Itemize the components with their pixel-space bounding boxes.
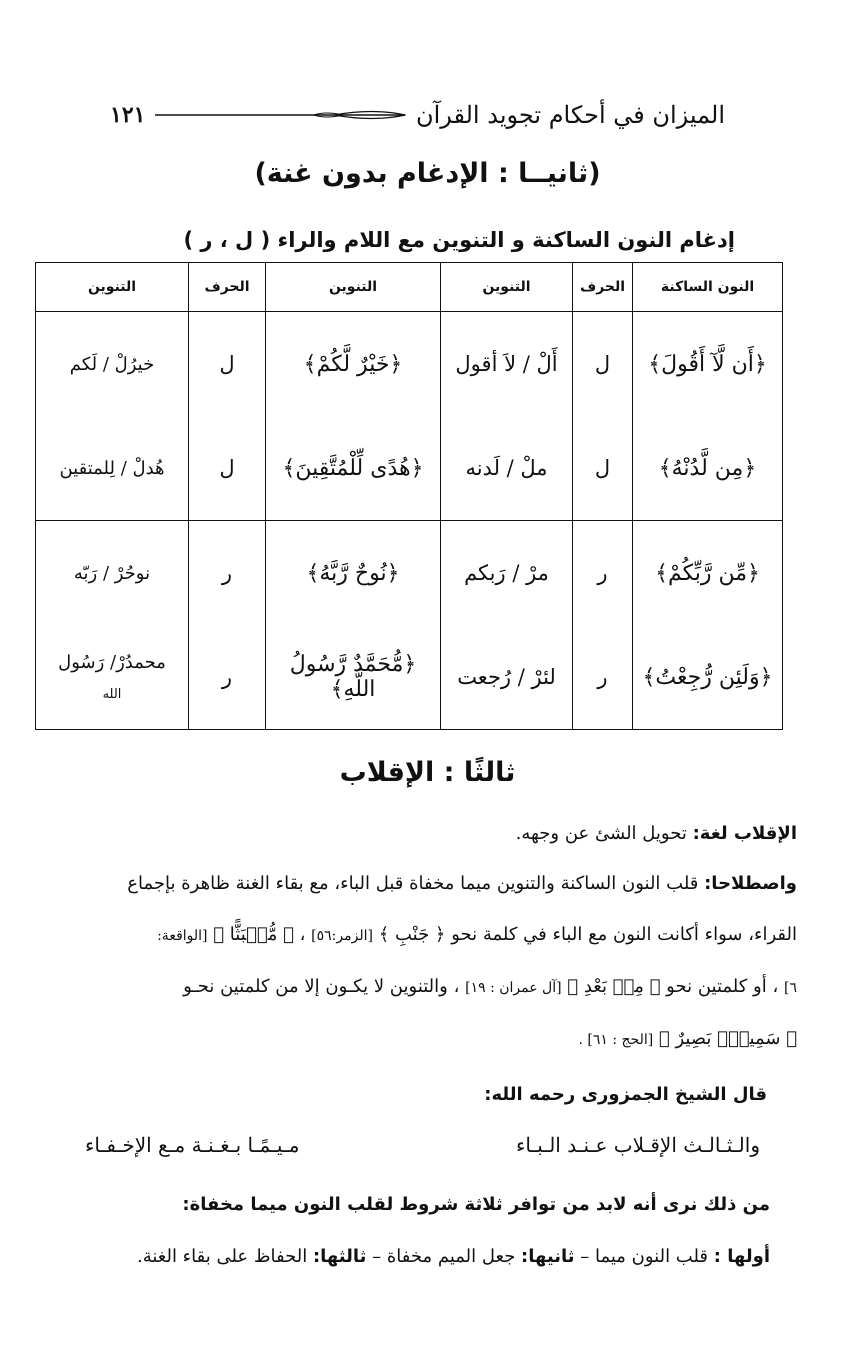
poem-first-hemistich: والـثـالـث الإقـلاب عـنـد الـبـاء (515, 1133, 760, 1157)
conditions-intro (45, 1193, 770, 1216)
table-cell: نوحُرْ / رَبّه (36, 521, 189, 626)
condition-text: قلب النون ميما – (574, 1246, 714, 1267)
table-cell: أَلْ / لاَ أقول (441, 312, 573, 417)
table-cell: ر (189, 521, 266, 626)
table-cell: ملْ / لَدنه (441, 416, 573, 521)
table-cell: ﴿أَن لَّآ أَقُولَ﴾ (633, 312, 783, 417)
condition-label: ثالثها: (312, 1246, 367, 1267)
verse-reference: ٦] (784, 980, 797, 996)
condition-text: جعل الميم مخفاة – (366, 1246, 522, 1267)
header-letter: الحرف (189, 263, 266, 312)
header-ornament (155, 108, 405, 122)
table-cell: ﴿خَيْرٌ لَّكُمْ﴾ (266, 312, 441, 417)
conditions-intro-text: من ذلك نرى أنه لابد من توافر ثلاثة شروط لقلب النون ميما مخفاة: (182, 1194, 770, 1215)
table-cell: ل (189, 416, 266, 521)
page-number: ١٢١ (110, 102, 146, 128)
table-cell: ﴿مُّحَمَّدٌ رَّسُولُ اللَّهِ﴾ (266, 625, 441, 730)
verse-reference: [الحج : ٦١] . (578, 1032, 654, 1048)
paragraph-text: ، والتنوين لا يكـون إلا من كلمتين نحـو (183, 976, 466, 997)
header-tanween: التنوين (441, 263, 573, 312)
section-title-idgham: (ثانيــا : الإدغام بدون غنة) (254, 158, 601, 189)
table-cell: ﴿مِّن رَّبِّكُمْ﴾ (633, 521, 783, 626)
paragraph-definition-istilah (45, 872, 797, 895)
cell-subtext: الله (102, 687, 122, 702)
quote-intro-text: قال الشيخ الجمزورى رحمه الله: (484, 1084, 767, 1105)
table-row (36, 416, 783, 521)
header-tanween: التنوين (36, 263, 189, 312)
term-label: الإقلاب لغة: (692, 823, 797, 844)
table-cell: ر (573, 625, 633, 730)
paragraph-text: القراء، سواء أكانت النون مع الباء في كلمة نحو ﴿ جَنْبِ ﴾ (378, 924, 797, 945)
table-cell: خيرُلْ / لَكم (36, 312, 189, 417)
table-cell: ر (573, 521, 633, 626)
header-letter: الحرف (573, 263, 633, 312)
poem-second-hemistich: مـيـمًـا بـغـنـة مـع الإخـفـاء (85, 1133, 300, 1157)
page-header (110, 95, 725, 135)
header-noon-sakinah: النون الساكنة (633, 263, 783, 312)
header-tanween: التنوين (266, 263, 441, 312)
paragraph-text: قلب النون الساكنة والتنوين ميما مخفاة قبل الباء، مع بقاء الغنة ظاهرة بإجماع (127, 873, 705, 894)
poem-verse (85, 1133, 760, 1157)
verse-reference: [آل عمران : ١٩] (465, 980, 562, 996)
verse-reference: [الزمر:٥٦] (311, 928, 373, 944)
paragraph-text: ، أو كلمتين نحو ﴿ مِنۢ بَعْدِ ﴾ (567, 976, 784, 997)
condition-text: الحفاظ على بقاء الغنة. (136, 1246, 313, 1267)
table-cell: ل (189, 312, 266, 417)
condition-label: أولها : (713, 1246, 770, 1267)
cell-text: محمدُرْ/ رَسُول (58, 652, 166, 673)
table-cell-with-sub (36, 625, 189, 730)
paragraph-line (45, 923, 797, 946)
table-cell: هُدلْ / لِلمتقين (36, 416, 189, 521)
table-cell: ل (573, 312, 633, 417)
conditions-list (45, 1245, 770, 1268)
paragraph-text: ، ﴿ مُّنۢبَثًّا ﴾ (213, 924, 312, 945)
quote-intro (45, 1083, 767, 1106)
paragraph-line (45, 975, 797, 998)
term-label: واصطلاحا: (704, 873, 797, 894)
verse-reference: [الواقعة: (157, 928, 208, 944)
table-row (36, 521, 783, 626)
table-cell: ﴿وَلَئِن رُّجِعْتُ﴾ (633, 625, 783, 730)
table-row (36, 625, 783, 730)
book-title: الميزان في أحكام تجويد القرآن (415, 101, 725, 129)
table-caption: إدغام النون الساكنة و التنوين مع اللام والراء ( ل ، ر ) (183, 228, 735, 252)
table-row (36, 312, 783, 417)
section-title-iqlab: ثالثًا : الإقلاب (339, 757, 516, 788)
table-cell: ر (189, 625, 266, 730)
verse-text: ﴿ سَمِيعٌۢ بَصِيرٌ ﴾ (658, 1028, 797, 1049)
table-cell: ﴿نُوحٌ رَّبَّهُ﴾ (266, 521, 441, 626)
table-cell: مرْ / رَبكم (441, 521, 573, 626)
table-header-row (36, 263, 783, 312)
condition-label: ثانيها: (521, 1246, 575, 1267)
idgham-table (35, 262, 783, 730)
table-cell: ﴿مِن لَّدُنْهُ﴾ (633, 416, 783, 521)
paragraph-line (45, 1027, 797, 1050)
table-cell: ل (573, 416, 633, 521)
paragraph-definition-lugha (45, 822, 797, 845)
table-cell: ﴿هُدًى لِّلْمُتَّقِينَ﴾ (266, 416, 441, 521)
paragraph-text: تحويل الشئ عن وجهه. (515, 823, 693, 844)
table-cell: لئرْ / رُجعت (441, 625, 573, 730)
